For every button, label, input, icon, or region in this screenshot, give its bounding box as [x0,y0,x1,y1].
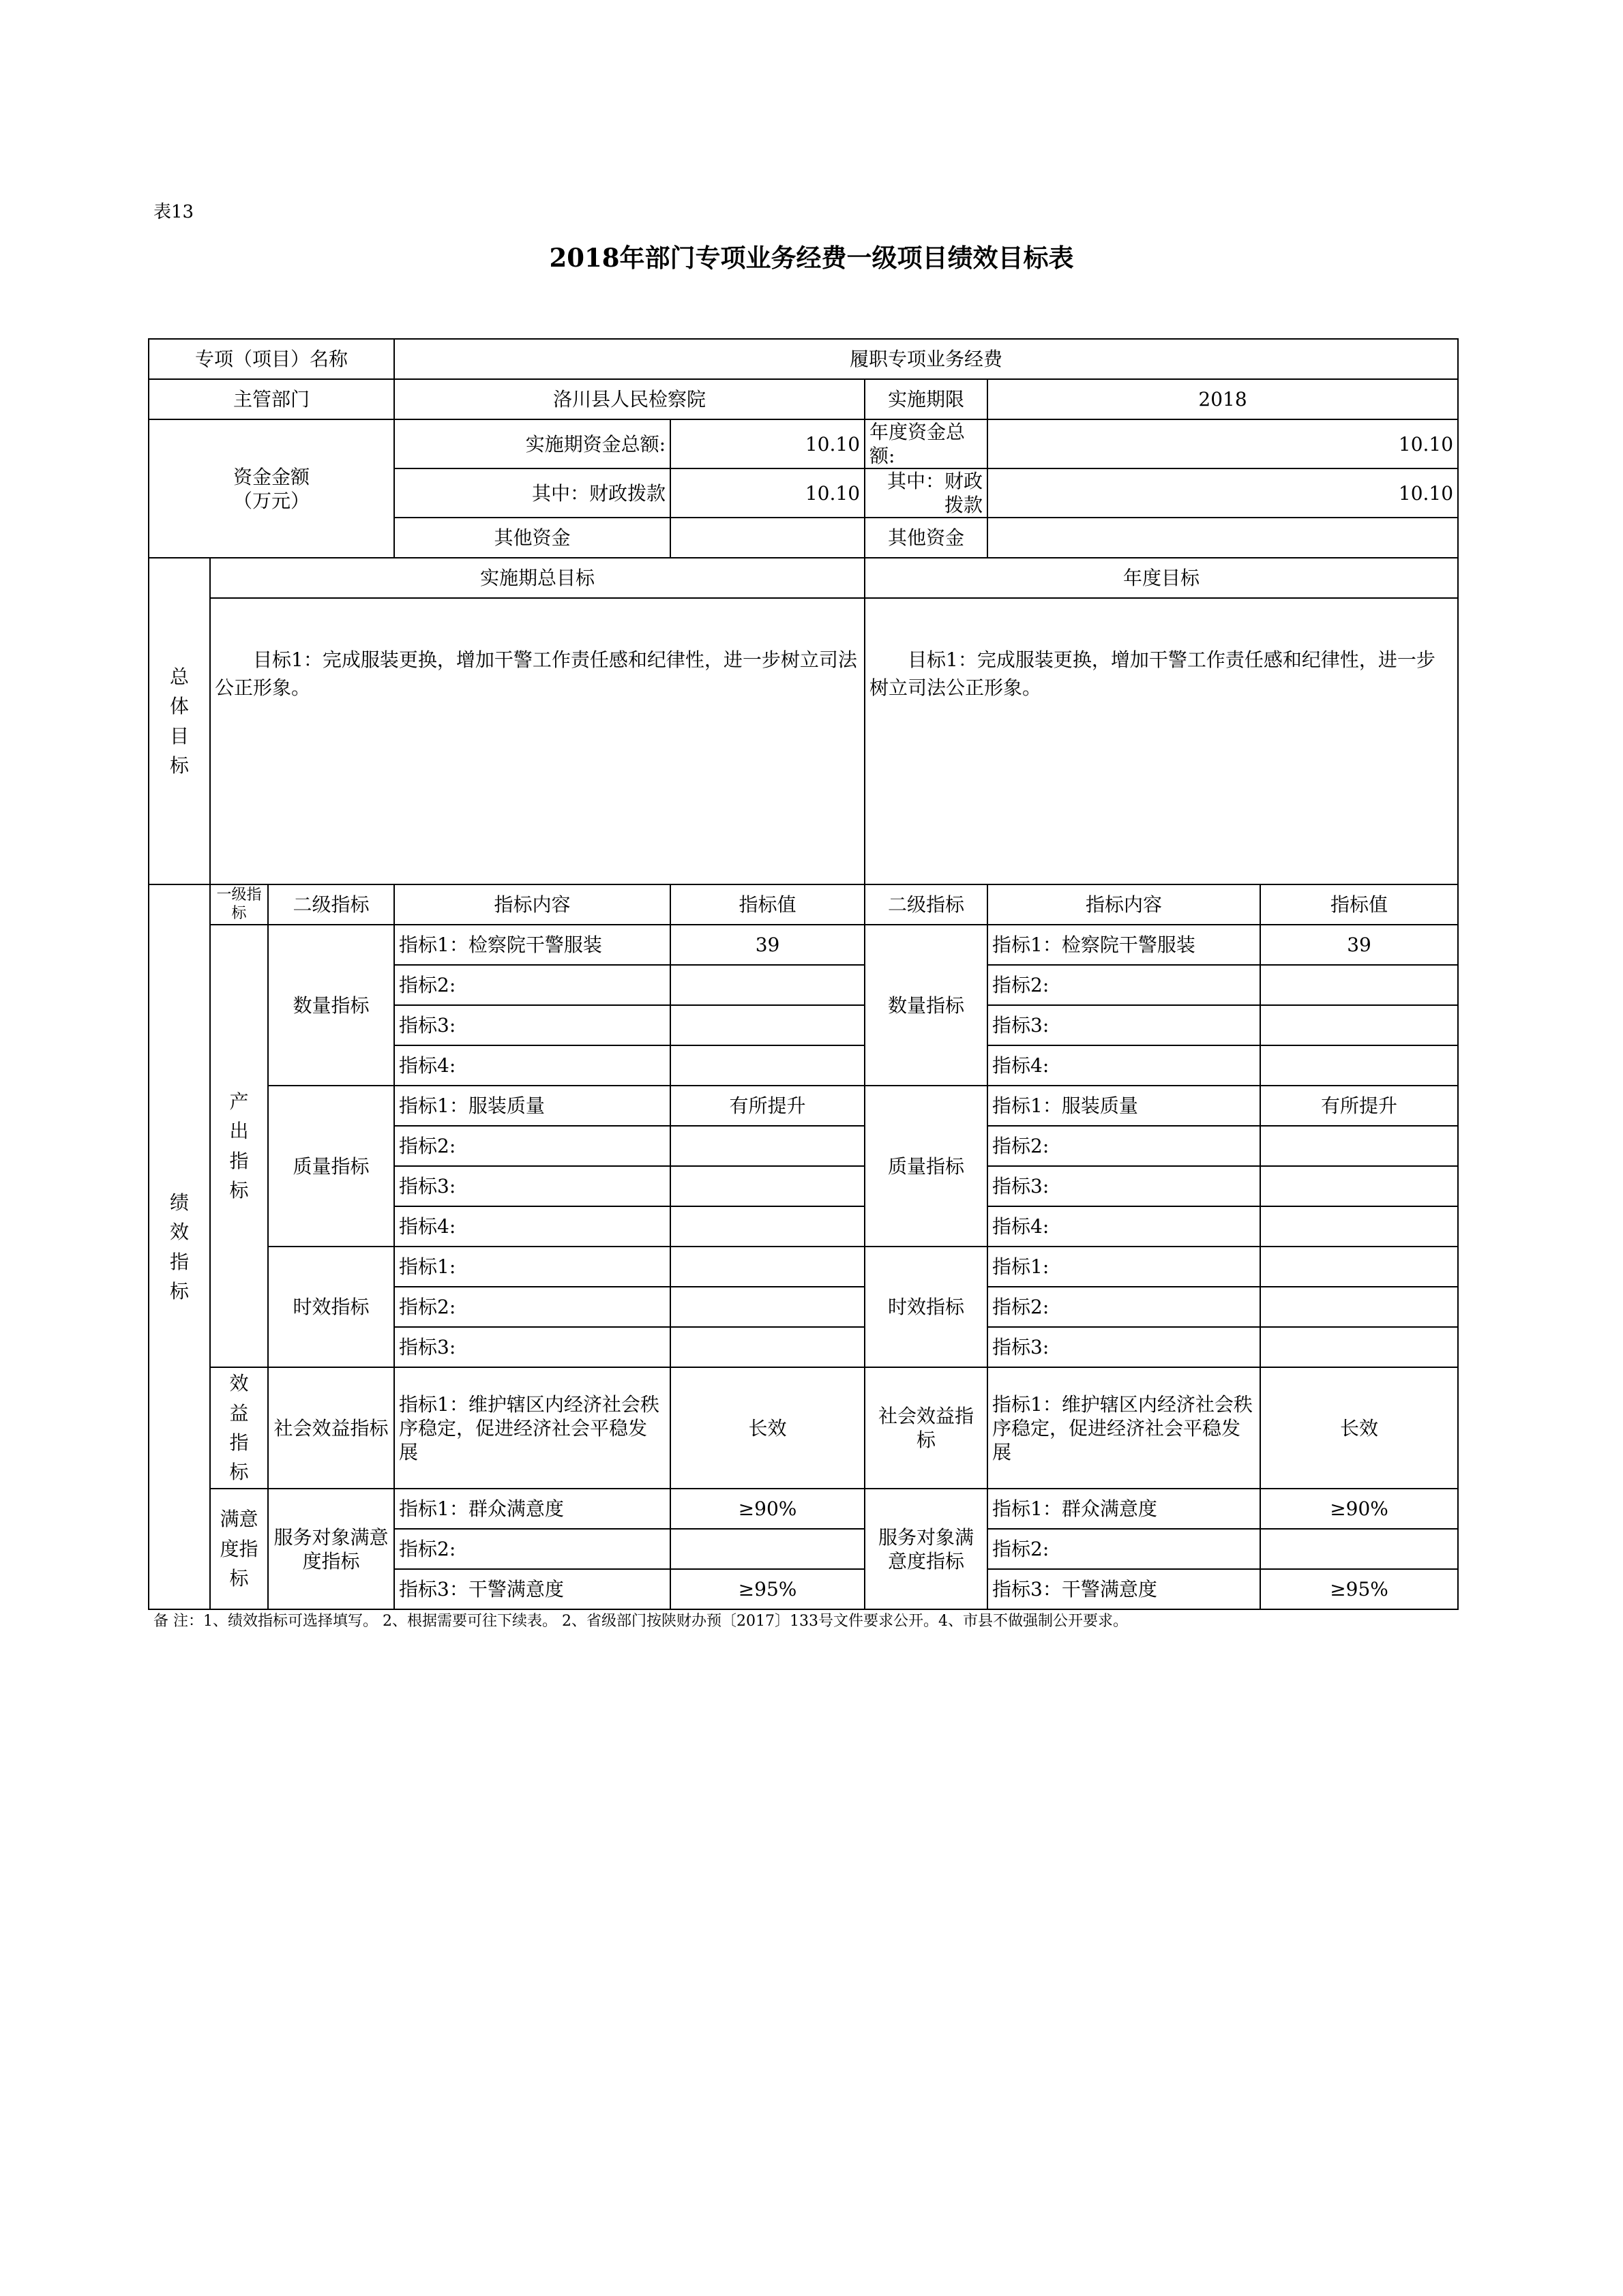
level2-header-annual: 二级指标 [865,884,987,925]
period-goal-header: 实施期总目标 [210,558,865,598]
content-header-annual: 指标内容 [987,884,1260,925]
project-name-value: 履职专项业务经费 [394,339,1458,379]
other-fund-value [670,518,865,558]
service-satisfaction-label: 服务对象满意度指标 [268,1489,394,1609]
fiscal-fund-value-annual: 10.10 [987,468,1458,518]
dept-label: 主管部门 [149,379,394,419]
total-fund-label: 实施期资金总额: [394,419,670,468]
value-header: 指标值 [670,884,865,925]
social-benefit-label-annual: 社会效益指标 [865,1367,987,1489]
table-row: 指标3: [394,1166,670,1206]
annual-fund-value: 10.10 [987,419,1458,468]
table-cell-value [670,965,865,1005]
table-row: 指标1：群众满意度 [394,1489,670,1529]
table-row: 指标3: [987,1005,1260,1045]
annual-fund-label: 年度资金总额: [865,419,987,468]
table-row: 指标2: [394,1287,670,1327]
fund-label [149,419,394,558]
table-row: 指标2: [987,1529,1260,1569]
value-header-annual: 指标值 [1260,884,1458,925]
table-cell-value [670,1005,865,1045]
level1-header: 一级指标 [210,884,268,925]
table-row: 指标1：服装质量 [987,1086,1260,1126]
table-cell-value [1260,1287,1458,1327]
table-cell-value [1260,965,1458,1005]
table-row: 指标2: [394,965,670,1005]
table-row: 指标3: [394,1005,670,1045]
annual-goal-text: 目标1：完成服装更换，增加干警工作责任感和纪律性，进一步树立司法公正形象。 [865,598,1458,884]
fund-label-line2: （万元） [233,489,310,512]
table-row: 指标3: [987,1327,1260,1367]
period-label: 实施期限 [865,379,987,419]
table-row: 指标4: [987,1045,1260,1086]
output-indicator-label: 产出指标 [210,925,268,1367]
service-satisfaction-label-annual: 服务对象满意度指标 [865,1489,987,1609]
table-row: 指标1：检察院干警服装 [987,925,1260,965]
benefit-indicator-label: 效益指标 [210,1367,268,1489]
fund-label-line1: 资金金额 [233,465,310,488]
level2-header: 二级指标 [268,884,394,925]
fiscal-fund-label-annual: 其中：财政拨款 [865,468,987,518]
other-fund-label: 其他资金 [394,518,670,558]
table-row: 指标1: [394,1247,670,1287]
other-fund-value-annual [987,518,1458,558]
table-cell-value [1260,1206,1458,1247]
total-fund-value: 10.10 [670,419,865,468]
timeliness-label-annual: 时效指标 [865,1247,987,1367]
table-cell-value [1260,1126,1458,1166]
table-cell-value: ≥95% [1260,1569,1458,1609]
table-row: 指标2: [987,965,1260,1005]
fiscal-fund-label: 其中：财政拨款 [394,468,670,518]
table-row: 指标1：维护辖区内经济社会秩序稳定，促进经济社会平稳发展 [987,1367,1260,1489]
table-cell-value [1260,1166,1458,1206]
quantity-label: 数量指标 [268,925,394,1086]
quantity-label-annual: 数量指标 [865,925,987,1086]
table-cell-value: 有所提升 [1260,1086,1458,1126]
table-cell-value: 39 [1260,925,1458,965]
table-row: 指标2: [394,1529,670,1569]
table-row: 指标3：干警满意度 [987,1569,1260,1609]
table-cell-value: ≥90% [1260,1489,1458,1529]
table-row: 指标3: [394,1327,670,1367]
table-row: 指标4: [394,1045,670,1086]
table-cell-value: 39 [670,925,865,965]
table-cell-value [670,1529,865,1569]
table-row: 指标1: [987,1247,1260,1287]
table-row: 指标2: [394,1126,670,1166]
social-benefit-label: 社会效益指标 [268,1367,394,1489]
performance-side-label: 绩效指标 [149,884,210,1609]
table-cell-value: 长效 [1260,1367,1458,1489]
table-row: 指标3：干警满意度 [394,1569,670,1609]
table-cell-value: ≥90% [670,1489,865,1529]
satisfaction-indicator-label: 满意度指标 [210,1489,268,1609]
table-row: 指标4: [987,1206,1260,1247]
table-cell-value [1260,1247,1458,1287]
content-header: 指标内容 [394,884,670,925]
table-cell-value: 长效 [670,1367,865,1489]
table-cell-value [1260,1005,1458,1045]
table-row: 指标1：维护辖区内经济社会秩序稳定，促进经济社会平稳发展 [394,1367,670,1489]
table-cell-value [670,1166,865,1206]
period-value: 2018 [987,379,1458,419]
table-cell-value: ≥95% [670,1569,865,1609]
quality-label: 质量指标 [268,1086,394,1247]
table-row: 指标3: [987,1166,1260,1206]
table-cell-value: 有所提升 [670,1086,865,1126]
timeliness-label: 时效指标 [268,1247,394,1367]
table-row: 指标2: [987,1126,1260,1166]
table-cell-value [1260,1529,1458,1569]
table-cell-value [670,1287,865,1327]
table-cell-value [670,1327,865,1367]
table-cell-value [670,1126,865,1166]
table-cell-value [670,1247,865,1287]
table-row: 指标1：服装质量 [394,1086,670,1126]
table-row: 指标2: [987,1287,1260,1327]
overall-goal-side-label: 总体目标 [149,558,210,884]
annual-goal-header: 年度目标 [865,558,1458,598]
performance-target-table [148,338,1459,1610]
table-row: 指标1：检察院干警服装 [394,925,670,965]
table-cell-value [1260,1045,1458,1086]
other-fund-label-annual: 其他资金 [865,518,987,558]
table-number: 表13 [153,202,194,222]
fiscal-fund-value: 10.10 [670,468,865,518]
table-cell-value [670,1045,865,1086]
table-cell-value [670,1206,865,1247]
footnote: 备 注：1、绩效指标可选择填写。 2、根据需要可往下续表。 2、省级部门按陕财办预〔2017〕133号文件要求公开。4、市县不做强制公开要求。 [153,1613,1128,1630]
page-title: 2018年部门专项业务经费一级项目绩效目标表 [549,243,1074,273]
period-goal-text: 目标1：完成服装更换，增加干警工作责任感和纪律性，进一步树立司法公正形象。 [210,598,865,884]
table-row: 指标4: [394,1206,670,1247]
table-cell-value [1260,1327,1458,1367]
quality-label-annual: 质量指标 [865,1086,987,1247]
project-name-label: 专项（项目）名称 [149,339,394,379]
table-row: 指标1：群众满意度 [987,1489,1260,1529]
dept-value: 洛川县人民检察院 [394,379,865,419]
